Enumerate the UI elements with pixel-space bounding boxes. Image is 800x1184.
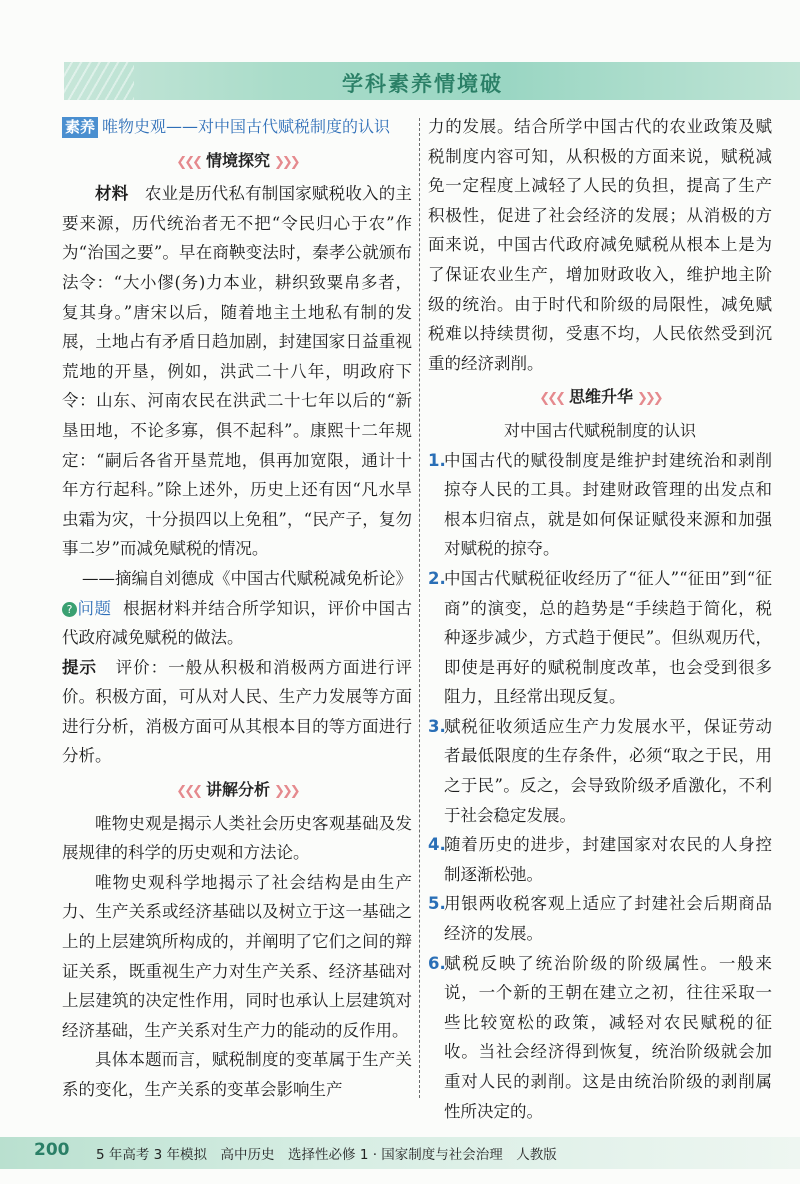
section-title-explore: ❮❮❮ 情境探究 ❯❯❯ (176, 150, 298, 170)
chevron-right-icon: ❯❯❯ (637, 391, 661, 407)
material-source: ——摘编自刘德成《中国古代赋税减免析论》 (82, 568, 412, 588)
chevron-right-icon: ❯❯❯ (274, 154, 298, 170)
summary-title: 对中国古代赋税制度的认识 (503, 420, 696, 440)
section-title-sublimation: ❮❮❮ 思维升华 ❯❯❯ (539, 387, 661, 407)
section-title-analysis: ❮❮❮ 讲解分析 ❯❯❯ (176, 780, 298, 800)
list-item: 2. 中国古代赋税征收经历了“征人”“征田”到“征商”的演变，总的趋势是“手续趋于简化，税种逐步减少，方式趋于便民”。但纵观历代，即使是再好的赋税制度改革，也会受到很多阻力，且经常出现反复。 (428, 568, 772, 707)
question-text: 根据材料并结合所学知识，评价中国古代政府减免赋税的做法。 (62, 598, 413, 648)
chevron-right-icon: ❯❯❯ (274, 784, 298, 800)
list-item: 5. 用银两收税客观上适应了封建社会后期商品经济的发展。 (428, 894, 772, 944)
hint-label: 提示 (62, 657, 97, 677)
analysis-paragraph-3: 具体本题而言，赋税制度的变革属于生产关系的变化，生产关系的变革会影响生产 (62, 1050, 412, 1099)
hint-text: 评价：一般从积极和消极两方面进行评价。积极方面，可从对人民、生产力发展等方面进行分析，消极方面可从其根本目的等方面进行分析。 (62, 657, 412, 766)
list-item: 6. 赋税反映了统治阶级的阶级属性。一般来说，一个新的王朝在建立之初，往往采取一些比较宽松的政策，减轻对农民赋税的征收。当社会经济得到恢复，统治阶级就会加重对人民的剥削。这是由统治阶级的剥削属性所决定的。 (428, 953, 772, 1121)
column-divider (419, 118, 420, 1098)
question-paragraph (62, 594, 412, 653)
right-column (428, 112, 772, 1126)
analysis-continued: 力的发展。结合所学中国古代的农业政策及赋税制度内容可知，从积极的方面来说，赋税减免一定程度上减轻了人民的负担，提高了生产积极性，促进了社会经济的发展；从消极的方面来说，中国古代政府减免赋税从根本上是为了保证农业生产，增加财政收入，维护地主阶级的统治。由于时代和阶级的局限性，减免赋税难以持续贯彻，受惠不均，人民依然受到沉重的经济剥削。 (428, 117, 772, 373)
analysis-paragraph-1: 唯物史观是揭示人类社会历史客观基础及发展规律的科学的历史观和方法论。 (62, 813, 412, 863)
page-number: 200 (34, 1140, 70, 1160)
topic-heading (62, 112, 412, 142)
topic-title: 唯物史观——对中国古代赋税制度的认识 (102, 117, 391, 136)
question-label: 问题 (77, 598, 112, 618)
list-item: 1. 中国古代的赋役制度是维护封建统治和剥削掠夺人民的工具。封建财政管理的出发点和根本归宿点，就是如何保证赋役来源和加强对赋税的掠夺。 (428, 450, 772, 559)
material-label: 材料 (95, 184, 129, 204)
material-paragraph (62, 179, 412, 564)
material-text: 农业是历代私有制国家赋税收入的主要来源，历代统治者无不把“令民归心于农”作为“治国之要”。早在商鞅变法时，秦孝公就颁布法令：“大小僇(务)力本业，耕织致粟帛多者，复其身。”唐宋以后，随着地主土地私有制的发展，土地占有矛盾日趋加剧，封建国家日益重视荒地的开垦，例如，洪武二十八年，明政府下令：山东、河南农民在洪武二十七年以后的“新垦田地，不论多寡，俱不起科”。康熙十二年规定：“嗣后各省开垦荒地，俱再加宽限，通计十年方行起科。”除上述外，历史上还有因“凡水旱虫霜为灾，十分损四以上免租”，“民产子，复勿事二岁”而减免赋税的情况。 (62, 184, 413, 559)
section-banner (64, 62, 800, 100)
banner-title: 学科素养情境破 (342, 72, 503, 96)
left-column (62, 112, 412, 1105)
chevron-left-icon: ❮❮❮ (176, 784, 200, 800)
footer-text: 5 年高考 3 年模拟 高中历史 选择性必修 1 · 国家制度与社会治理 人教版 (96, 1147, 557, 1163)
hint-paragraph (62, 653, 412, 771)
chevron-left-icon: ❮❮❮ (176, 154, 200, 170)
question-icon: ? (62, 602, 77, 617)
chevron-left-icon: ❮❮❮ (539, 391, 563, 407)
topic-tag: 素养 (62, 117, 98, 138)
list-item: 4. 随着历史的进步，封建国家对农民的人身控制逐渐松弛。 (428, 835, 772, 884)
list-item: 3. 赋税征收须适应生产力发展水平，保证劳动者最低限度的生存条件，必须“取之于民，用之于民”。反之，会导致阶级矛盾激化，不利于社会稳定发展。 (428, 716, 772, 825)
analysis-paragraph-2: 唯物史观科学地揭示了社会结构是由生产力、生产关系或经济基础以及树立于这一基础之上的上层建筑所构成的，并阐明了它们之间的辩证关系，既重视生产力对生产关系、经济基础对上层建筑的决定性作用，同时也承认上层建筑对经济基础，生产关系对生产力的能动的反作用。 (62, 872, 412, 1040)
banner-decoration (64, 62, 134, 100)
